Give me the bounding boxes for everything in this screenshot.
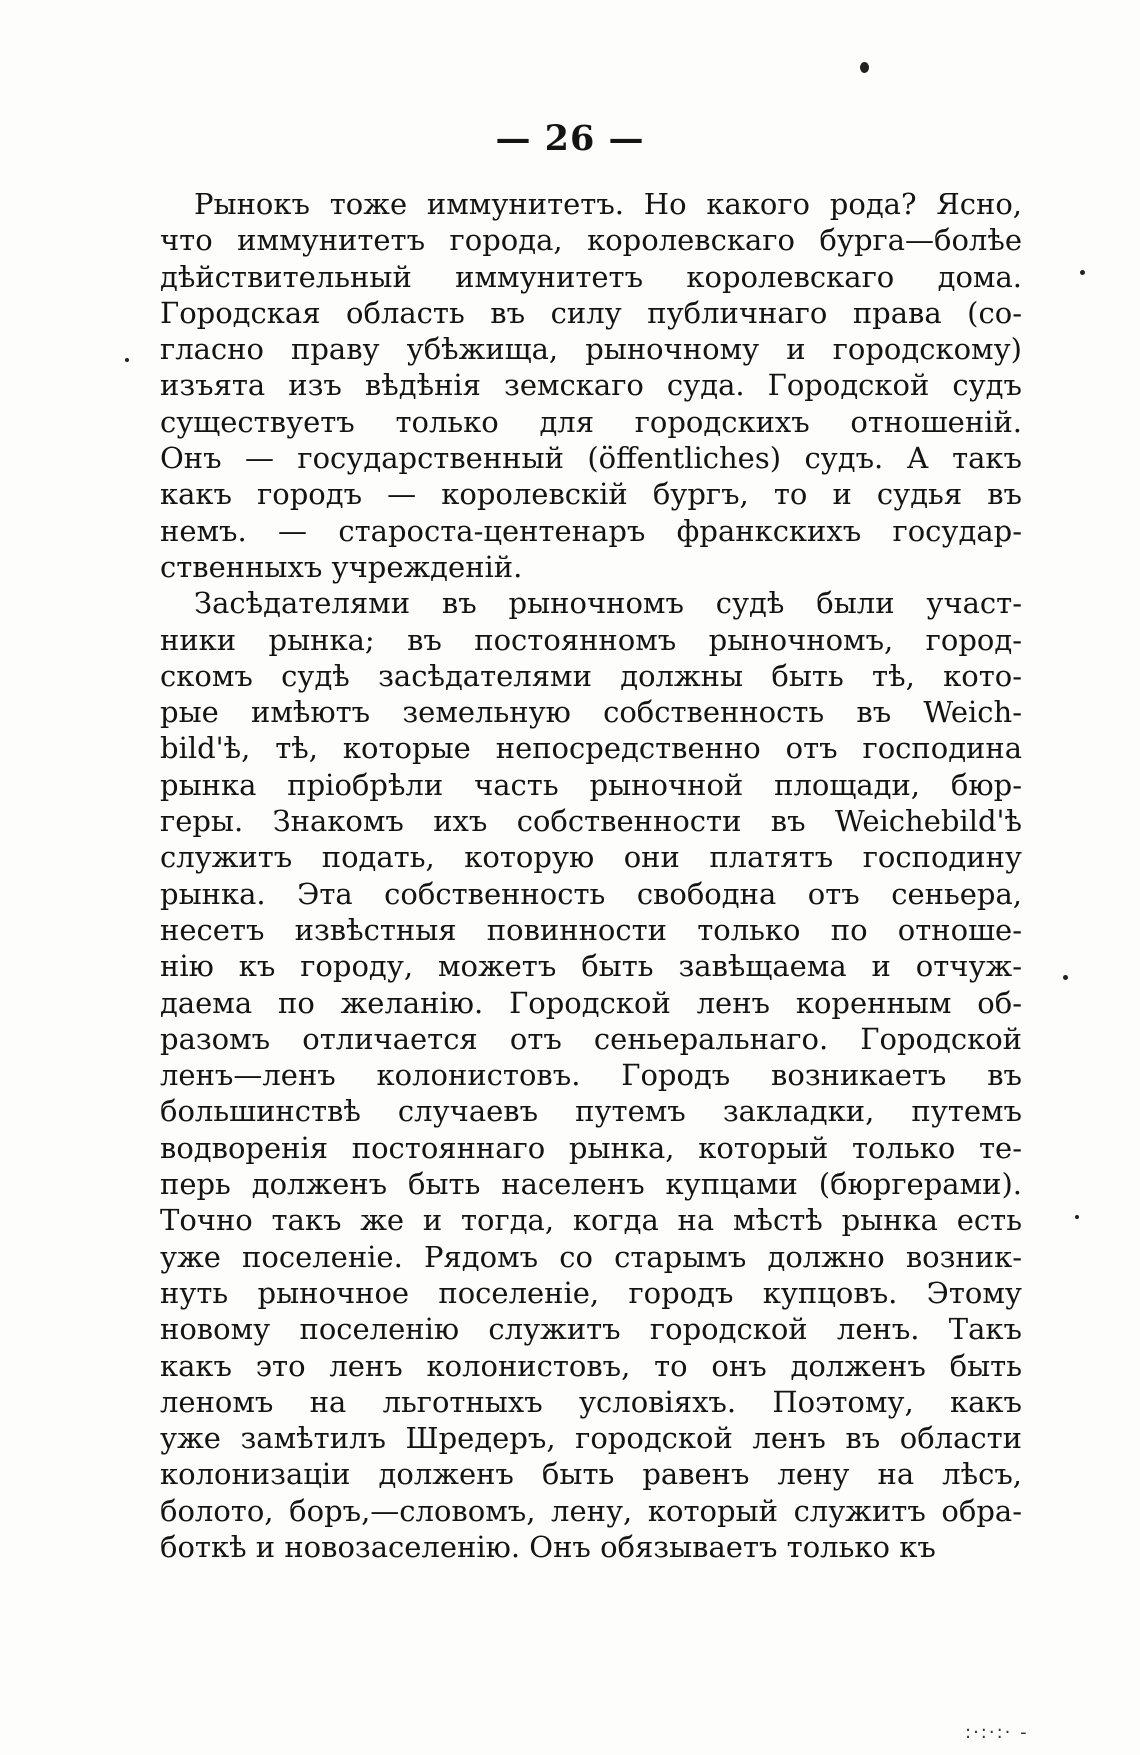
scan-speck [1063, 975, 1068, 980]
text-line: несетъ извѣстныя повинности только по отноше- [160, 912, 1022, 947]
text-line: служитъ подать, которую они платятъ господину [160, 840, 1022, 875]
body-text [160, 186, 1022, 1565]
text-line: ленъ—ленъ колонистовъ. Городъ возникаетъ въ [160, 1058, 1022, 1093]
text-line: рынка. Эта собственность свободна отъ сеньера, [160, 876, 1022, 911]
scan-marks: :·:·:· - [965, 1722, 1029, 1743]
text-line: что иммунитетъ города, королевскаго бурга—болѣе [160, 223, 1022, 258]
scan-speck [1075, 1215, 1079, 1219]
text-line: какъ городъ — королевскій бургъ, то и судья въ [160, 477, 1022, 512]
text-line: боткѣ и новозаселенію. Онъ обязываетъ только къ [160, 1529, 936, 1564]
text-line: большинствѣ случаевъ путемъ закладки, путемъ [160, 1094, 1022, 1129]
text-line: ники рынка; въ постоянномъ рыночномъ, город- [160, 622, 1022, 657]
text-line: нію къ городу, можетъ быть завѣщаема и отчуж- [160, 949, 1022, 984]
text-line: уже поселеніе. Рядомъ со старымъ должно возник- [160, 1239, 1022, 1274]
text-line: новому поселенію служитъ городской ленъ. Такъ [160, 1312, 1022, 1347]
text-line: колонизаціи долженъ быть равенъ лену на лѣсъ, [160, 1457, 1022, 1492]
text-line: гласно праву убѣжища, рыночному и городскому) [160, 332, 1022, 367]
text-line: ственныхъ учрежденій. [160, 549, 523, 584]
page-number: — 26 — [495, 118, 645, 159]
text-line: изъята изъ вѣдѣнія земскаго суда. Городской судъ [160, 368, 1022, 403]
text-line: нуть рыночное поселеніе, городъ купцовъ. Этому [160, 1275, 1022, 1310]
text-line: Городская область въ силу публичнаго права (со- [160, 295, 1022, 330]
text-line: существуетъ только для городскихъ отношеній. [160, 404, 1022, 439]
scan-speck [1080, 270, 1085, 275]
text-line: bild'ѣ, тѣ, которые непосредственно отъ господина [160, 731, 1022, 766]
text-line: какъ это ленъ колонистовъ, то онъ долженъ быть [160, 1348, 1022, 1383]
text-line: даема по желанію. Городской ленъ коренным об- [160, 985, 1022, 1020]
scan-speck [860, 62, 869, 73]
text-line: разомъ отличается отъ сеньеральнаго. Городской [160, 1021, 1022, 1056]
text-line: рынка пріобрѣли часть рыночной площади, бюр- [160, 767, 1022, 802]
text-line: Точно такъ же и тогда, когда на мѣстѣ рынка есть [160, 1203, 1022, 1238]
text-line: леномъ на льготныхъ условіяхъ. Поэтому, какъ [160, 1384, 1022, 1419]
text-line: рые имѣютъ земельную собственность въ Weich- [160, 695, 1022, 730]
text-line: водворенія постояннаго рынка, который только те- [160, 1130, 1022, 1165]
text-line: уже замѣтилъ Шредеръ, городской ленъ въ области [160, 1421, 1022, 1456]
text-line: Засѣдателями въ рыночномъ судѣ были участ- [194, 586, 1022, 621]
text-line: болото, боръ,—словомъ, лену, который служитъ обра- [160, 1493, 1022, 1528]
text-line: немъ. — староста-центенаръ франкскихъ государ- [160, 513, 1022, 548]
text-line: дѣйствительный иммунитетъ королевскаго дома. [160, 259, 1022, 294]
text-line: скомъ судѣ засѣдателями должны быть тѣ, кото- [160, 658, 1022, 693]
text-line: геры. Знакомъ ихъ собственности въ Weichebild'ѣ [160, 804, 1022, 839]
scan-speck [125, 358, 129, 362]
text-line: Рынокъ тоже иммунитетъ. Но какого рода? Ясно, [194, 187, 1022, 221]
text-line: перь долженъ быть населенъ купцами (бюргерами). [160, 1167, 1022, 1202]
text-line: Онъ — государственный (öffentliches) судъ. А такъ [160, 441, 1022, 476]
